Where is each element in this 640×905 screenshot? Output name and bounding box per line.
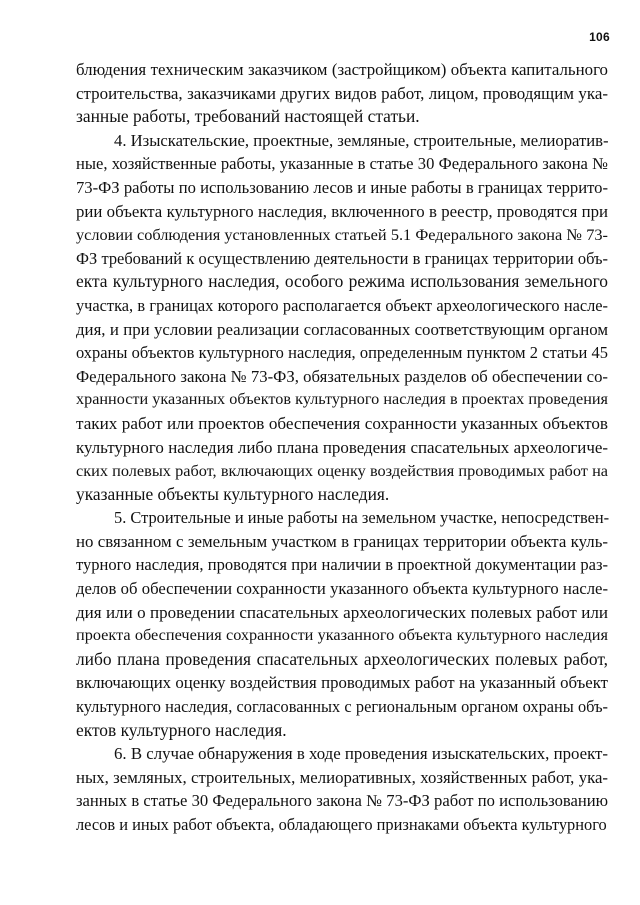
text-line: рии объекта культурного наследия, включенного в реестр, проводятся при	[76, 201, 608, 221]
text-line: 73-ФЗ работы по использованию лесов и иные работы в границах террито-	[76, 177, 608, 197]
text-line: проекта обеспечения сохранности указанного объекта культурного наследия	[76, 626, 608, 645]
text-line: таких работ или проектов обеспечения сохранности указанных объектов	[76, 413, 608, 433]
text-line: охраны объектов культурного наследия, определенным пунктом 2 статьи 45	[76, 343, 608, 363]
text-line: 5. Строительные и иные работы на земельном участке, непосредствен-	[114, 508, 610, 528]
paragraph-2	[76, 129, 608, 507]
text-line: ных, земляных, строительных, мелиоративных, хозяйственных работ, ука-	[76, 767, 608, 787]
text-line: занных в статье 30 Федерального закона № 73-ФЗ работ по использованию	[76, 791, 608, 811]
text-line: турного наследия, проводятся при наличии в проектной документации раз-	[76, 555, 608, 575]
text-line: либо плана проведения спасательных археологических полевых работ,	[76, 648, 608, 669]
text-line: указанные объекты культурного наследия.	[76, 483, 390, 504]
text-line: ских полевых работ, включающих оценку воздействия проводимых работ на	[76, 461, 608, 481]
text-line: екта культурного наследия, особого режима использования земельного	[76, 271, 608, 292]
text-line: дия, и при условии реализации согласованных соответствующим органом	[76, 319, 608, 339]
document-body	[76, 58, 608, 837]
text-line: культурного наследия, согласованных с региональным органом охраны объ-	[76, 697, 608, 717]
text-line: но связанном с земельным участком в границах территории объекта куль-	[76, 531, 608, 551]
text-line: 6. В случае обнаружения в ходе проведения изыскательских, проект-	[114, 744, 609, 764]
text-line: дия или о проведении спасательных археологических полевых работ или	[76, 602, 608, 622]
text-line: ФЗ требований к осуществлению деятельности в границах территории объ-	[76, 248, 608, 268]
text-line: ектов культурного наследия.	[76, 719, 287, 740]
text-line: участка, в границах которого располагается объект археологического насле-	[76, 295, 608, 315]
text-line: ные, хозяйственные работы, указанные в статье 30 Федерального закона №	[76, 154, 608, 174]
text-line: делов об обеспечении сохранности указанного объекта культурного насле-	[76, 579, 608, 599]
text-line: блюдения техническим заказчиком (застройщиком) объекта капитального	[76, 60, 608, 79]
text-line: условии соблюдения установленных статьей 5.1 Федерального закона № 73-	[76, 225, 608, 245]
text-line: включающих оценку воздействия проводимых работ на указанный объект	[76, 673, 608, 693]
page-number: 106	[589, 30, 610, 44]
text-line: хранности указанных объектов культурного наследия в проектах проведения	[76, 390, 608, 409]
text-line: строительства, заказчиками других видов работ, лицом, проводящим ука-	[76, 83, 608, 103]
text-line: лесов и иных работ объекта, обладающего признаками объекта культурного	[76, 815, 607, 834]
text-line: культурного наследия либо плана проведения спасательных археологиче-	[76, 437, 608, 457]
paragraph-4	[76, 742, 608, 836]
text-line: 4. Изыскательские, проектные, земляные, строительные, мелиоратив-	[114, 130, 609, 150]
paragraph-3	[76, 506, 608, 742]
text-line: Федерального закона № 73-ФЗ, обязательных разделов об обеспечении со-	[76, 366, 608, 386]
paragraph-1	[76, 58, 608, 129]
text-line: занные работы, требований настоящей статьи.	[76, 106, 420, 127]
